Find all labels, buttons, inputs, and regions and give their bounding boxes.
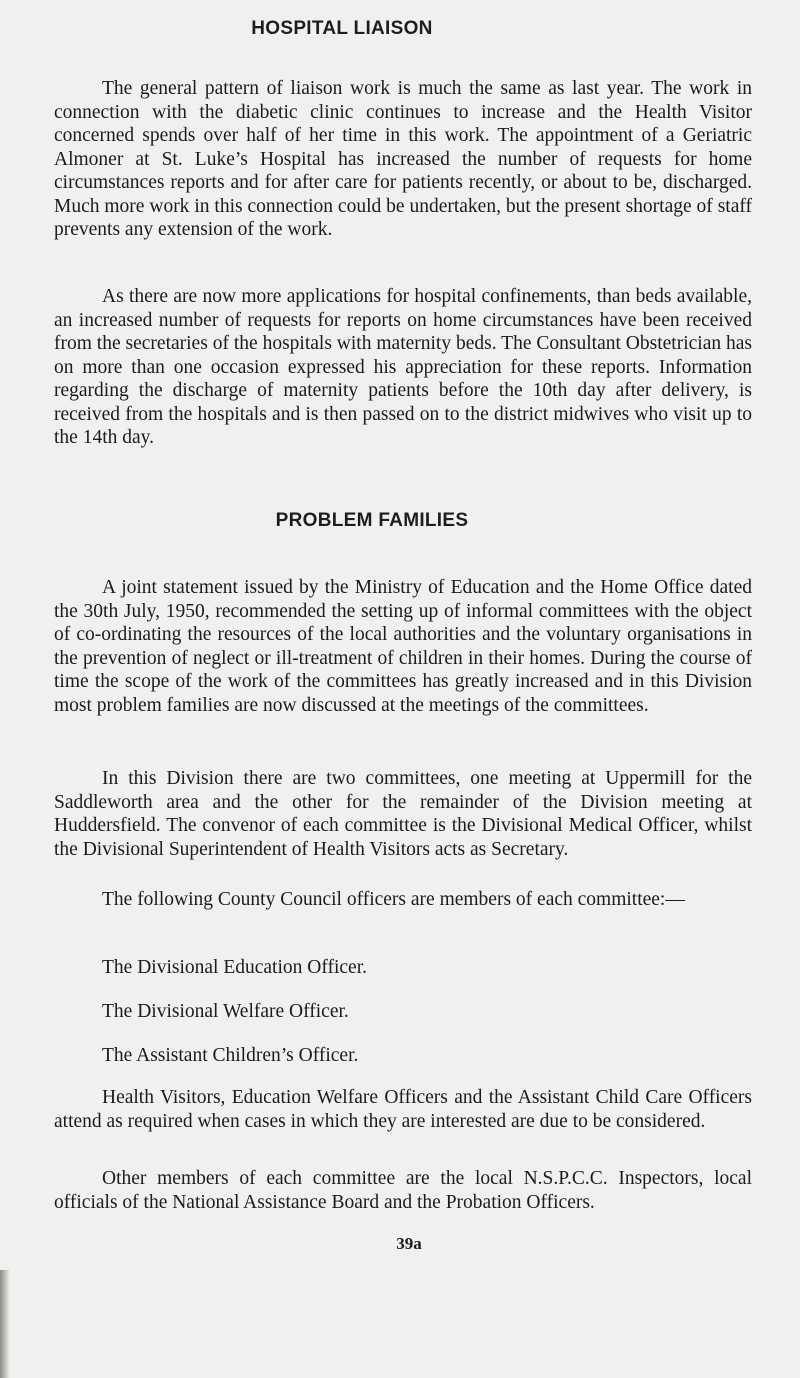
page-number: 39a xyxy=(396,1234,422,1253)
list-item-member: The Divisional Education Officer. xyxy=(102,957,367,978)
paragraph-other-members: Other members of each committee are the local N.S.P.C.C. Inspectors, local officials of the National Assistance Board and the Probation Officers. xyxy=(54,1168,752,1213)
section-heading-hospital-liaison: HOSPITAL LIAISON xyxy=(251,18,433,39)
scan-edge-shadow xyxy=(0,1270,10,1378)
paragraph-liaison-general: The general pattern of liaison work is much the same as last year. The work in connection with the diabetic clinic continues to increase and the Health Visitor concerned spends over half of her time in this work. The appointment of a Geriatric Almoner at St. Luke’s Hospital has increased the number of requests for home circumstances reports and for after care for patients recently, or about to be, discharged. Much more work in this connection could be undertaken, but the present shortage of staff prevents any extension of the work. xyxy=(54,78,752,240)
paragraph-maternity-reports: As there are now more applications for hospital confinements, than beds available, an increased number of requests for reports on home circumstances have been received from the secretaries of the hospitals with maternity beds. The Consultant Obstetrician has on more than one occasion expressed his appreciation for these reports. Information regarding the discharge of maternity patients before the 10th day after delivery, is received from the hospitals and is then passed on to the district midwives who visit up to the 14th day. xyxy=(54,286,752,448)
paragraph-two-committees: In this Division there are two committees, one meeting at Uppermill for the Saddleworth area and the other for the remainder of the Division meeting at Huddersfield. The convenor of each committee is the Divisional Medical Officer, whilst the Divisional Superintendent of Health Visitors acts as Secretary. xyxy=(54,768,752,860)
section-heading-problem-families: PROBLEM FAMILIES xyxy=(275,510,469,531)
paragraph-members-intro: The following County Council officers are members of each committee:— xyxy=(102,889,685,910)
paragraph-attendees: Health Visitors, Education Welfare Officers and the Assistant Child Care Officers attend as required when cases in which they are interested are due to be considered. xyxy=(54,1087,752,1132)
list-item-member: The Assistant Children’s Officer. xyxy=(102,1045,359,1066)
list-item-member: The Divisional Welfare Officer. xyxy=(102,1001,349,1022)
paragraph-joint-statement: A joint statement issued by the Ministry of Education and the Home Office dated the 30th July, 1950, recommended the setting up of informal committees with the object of co-ordinating the resources of the local authorities and the voluntary organisations in the prevention of neglect or ill-treatment of children in their homes. During the course of time the scope of the work of the committees has greatly increased and in this Division most problem families are now discussed at the meetings of the committees. xyxy=(54,577,752,716)
